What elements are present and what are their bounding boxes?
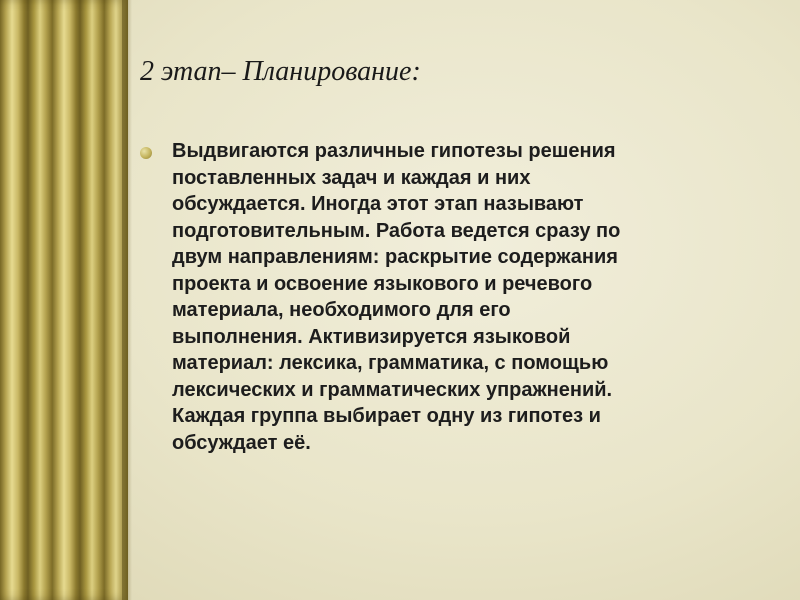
slide-title: 2 этап– Планирование:: [140, 56, 421, 87]
bullet-list: [140, 138, 780, 456]
list-item: [140, 138, 780, 456]
curtain-shadow: [122, 0, 132, 600]
curtain-decoration: [0, 0, 128, 600]
bullet-text: Выдвигаются различные гипотезы решения поставленных задач и каждая и них обсуждается. Иногда этот этап называют подготовительным. Работа ведется сразу по двум направлениям: раскрытие содержания проекта и освоение языкового и речевого материала, необходимого для его выполнения. Активизируется языковой материал: лексика, грамматика, с помощью лексических и грамматических упражнений. Каждая группа выбирает одну из гипотез и обсуждает её.: [172, 140, 621, 454]
bullet-dot-icon: [140, 147, 152, 159]
